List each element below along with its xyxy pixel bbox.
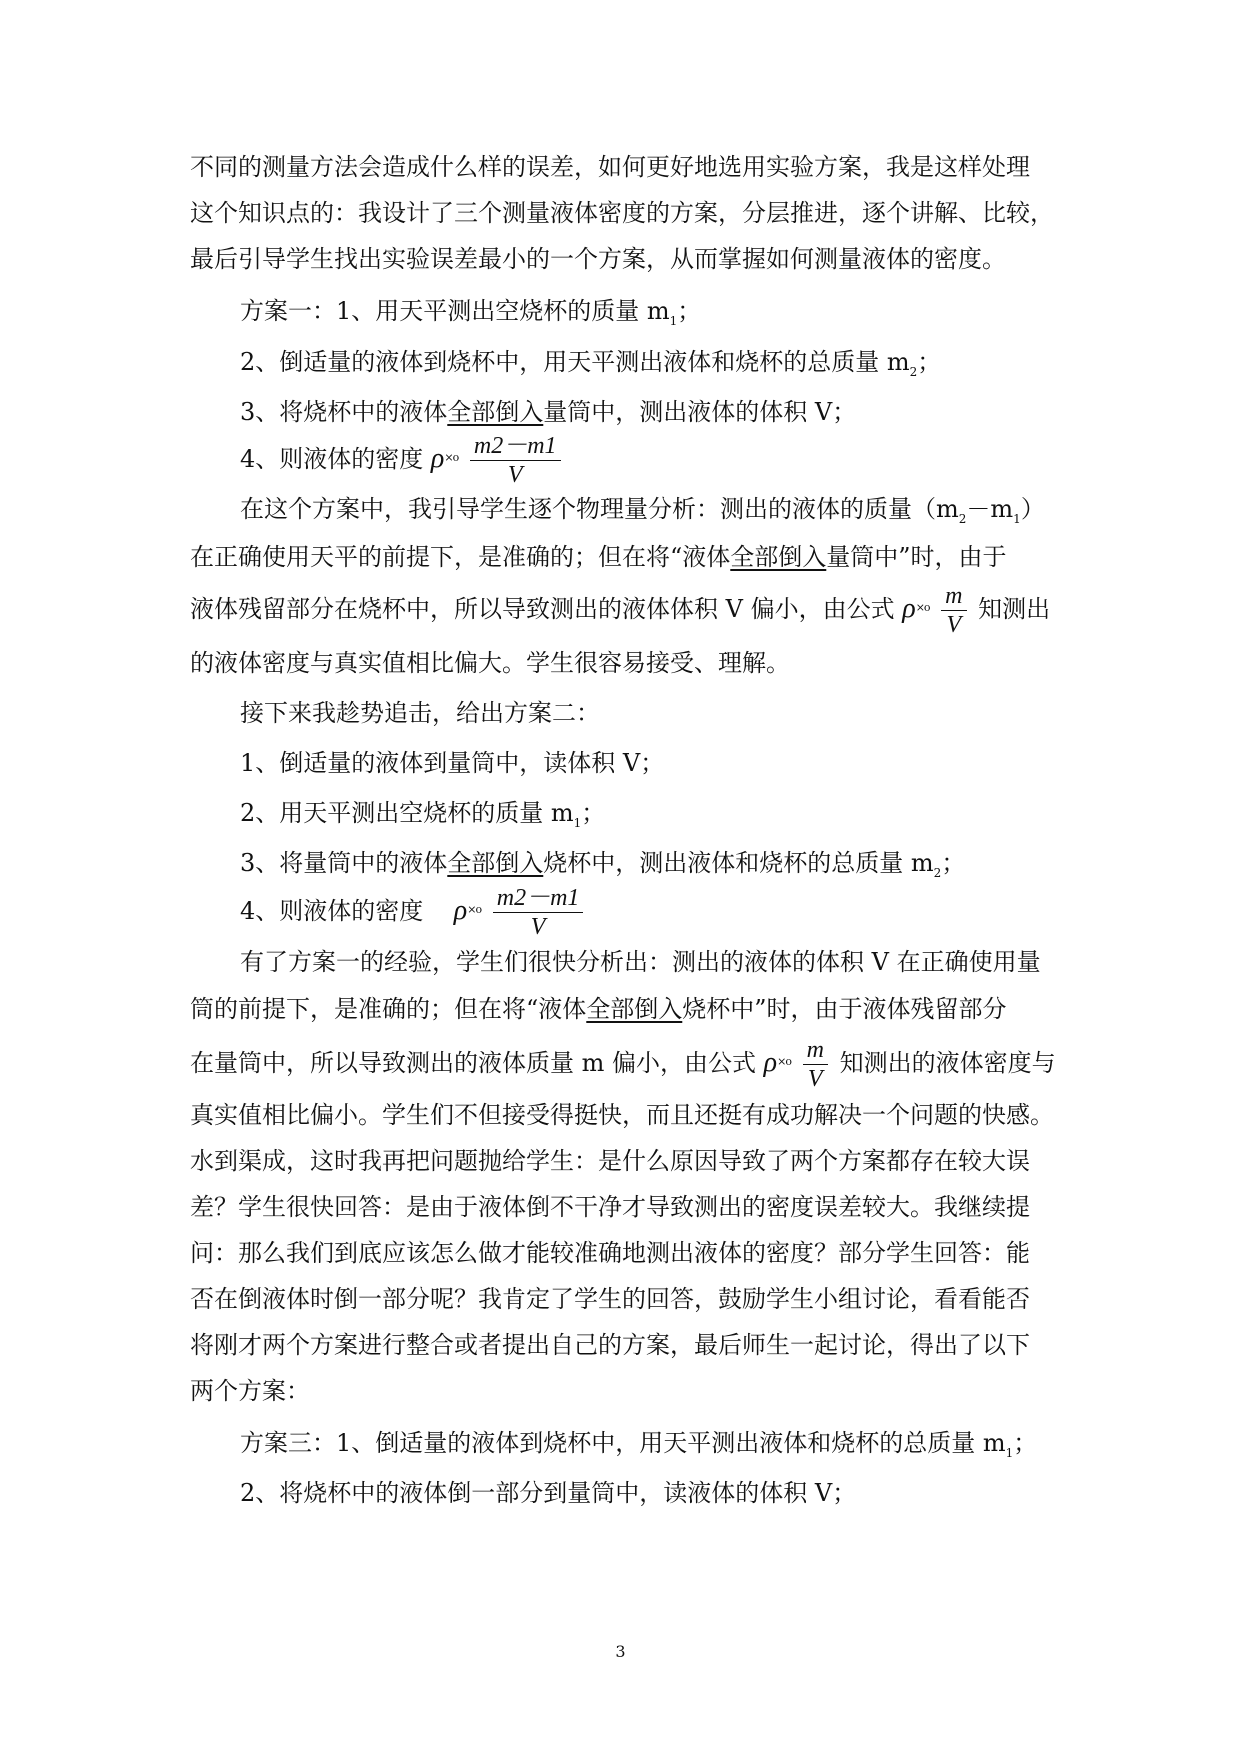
analysis2-line: 否在倒液体时倒一部分呢？我肯定了学生的回答，鼓励学生小组讨论，看看能否 bbox=[190, 1285, 1030, 1313]
analysis2-line: 两个方案： bbox=[190, 1377, 310, 1405]
analysis2-line: 有了方案一的经验，学生们很快分析出：测出的液体的体积 V 在正确使用量 bbox=[240, 948, 1041, 976]
underlined-text: 全部倒入 bbox=[730, 543, 827, 571]
scheme2-step3: 3、将量筒中的液体全部倒入烧杯中，测出液体和烧杯的总质量 $m_2$； bbox=[240, 849, 966, 880]
analysis2-line: 问：那么我们到底应该怎么做才能较准确地测出液体的密度？部分学生回答：能 bbox=[190, 1239, 1030, 1267]
analysis1-line: 在正确使用天平的前提下，是准确的；但在将“液体全部倒入量筒中”时，由于 bbox=[190, 543, 1007, 571]
equals-glyph: ×o bbox=[467, 903, 482, 916]
analysis2-line: 差？学生很快回答：是由于液体倒不干净才导致测出的密度误差较大。我继续提 bbox=[190, 1193, 1030, 1221]
density-formula: $\frac{m2-m1}{V}$ bbox=[470, 432, 561, 489]
rho-symbol: ρ bbox=[763, 1047, 778, 1078]
scheme3-step2: 2、将烧杯中的液体倒一部分到量筒中，读液体的体积 V； bbox=[240, 1479, 857, 1507]
underlined-text: 全部倒入 bbox=[447, 398, 544, 426]
analysis2-line: 筒的前提下，是准确的；但在将“液体全部倒入烧杯中”时，由于液体残留部分 bbox=[190, 995, 1007, 1023]
density-formula: $\frac{m2-m1}{V}$ bbox=[493, 884, 584, 941]
scheme1-step2: 2、倒适量的液体到烧杯中，用天平测出液体和烧杯的总质量 $m_2$； bbox=[240, 348, 942, 379]
scheme1-step3: 3、将烧杯中的液体全部倒入量筒中，测出液体的体积 V； bbox=[240, 398, 857, 426]
analysis2-line: 将刚才两个方案进行整合或者提出自己的方案，最后师生一起讨论，得出了以下 bbox=[190, 1331, 1030, 1359]
analysis2-line: 在量筒中，所以导致测出的液体质量 m 偏小，由公式 $\rho^{\times o}$ $\frac{m}{V}$ 知测出的液体密度与 bbox=[190, 1037, 1056, 1092]
analysis1-line: 在这个方案中，我引导学生逐个物理量分析：测出的液体的质量$(m_2-m_1)$ bbox=[240, 495, 1045, 526]
scheme1-step4: 4、则液体的密度 $\rho^{\times o}$ $\frac{m2-m1}{V}$ bbox=[240, 432, 565, 489]
analysis1-line: 的液体密度与真实值相比偏大。学生很容易接受、理解。 bbox=[190, 649, 790, 677]
paragraph-line: 最后引导学生找出实验误差最小的一个方案，从而掌握如何测量液体的密度。 bbox=[190, 245, 1006, 273]
equals-glyph: ×o bbox=[777, 1055, 791, 1068]
page-number: 3 bbox=[615, 1642, 626, 1661]
equals-glyph: ×o bbox=[444, 451, 459, 464]
paragraph-line: 这个知识点的：我设计了三个测量液体密度的方案，分层推进，逐个讲解、比较， bbox=[190, 199, 1054, 227]
scheme1-step1: 方案一：1、用天平测出空烧杯的质量 $m_1$； bbox=[240, 297, 702, 328]
scheme2-step1: 1、倒适量的液体到量筒中，读体积 V； bbox=[240, 749, 665, 777]
scheme3-step1: 方案三：1、倒适量的液体到烧杯中，用天平测出液体和烧杯的总质量 $m_1$； bbox=[240, 1429, 1038, 1460]
analysis1-line: 液体残留部分在烧杯中，所以导致测出的液体体积 V 偏小，由公式 $\rho^{\times o}$ $\frac{m}{V}$ 知测出 bbox=[190, 583, 1051, 638]
density-formula: $\frac{m}{V}$ bbox=[941, 582, 966, 639]
underlined-text: 全部倒入 bbox=[586, 995, 683, 1023]
analysis2-line: 水到渠成，这时我再把问题抛给学生：是什么原因导致了两个方案都存在较大误 bbox=[190, 1147, 1030, 1175]
rho-symbol: ρ bbox=[902, 593, 916, 624]
equals-glyph: ×o bbox=[915, 601, 930, 614]
analysis2-line: 真实值相比偏小。学生们不但接受得挺快，而且还挺有成功解决一个问题的快感。 bbox=[190, 1101, 1054, 1129]
scheme2-step4: 4、则液体的密度 $\rho^{\times o}$ $\frac{m2-m1}{V}$ bbox=[240, 884, 587, 941]
scheme2-intro: 接下来我趁势追击，给出方案二： bbox=[240, 699, 600, 727]
paragraph-line: 不同的测量方法会造成什么样的误差，如何更好地选用实验方案，我是这样处理 bbox=[190, 153, 1030, 181]
density-formula: $\frac{m}{V}$ bbox=[803, 1036, 828, 1093]
rho-symbol: ρ bbox=[453, 895, 468, 926]
scheme2-step2: 2、用天平测出空烧杯的质量 $m_1$； bbox=[240, 799, 606, 830]
rho-symbol: ρ bbox=[430, 443, 445, 474]
underlined-text: 全部倒入 bbox=[447, 849, 544, 877]
